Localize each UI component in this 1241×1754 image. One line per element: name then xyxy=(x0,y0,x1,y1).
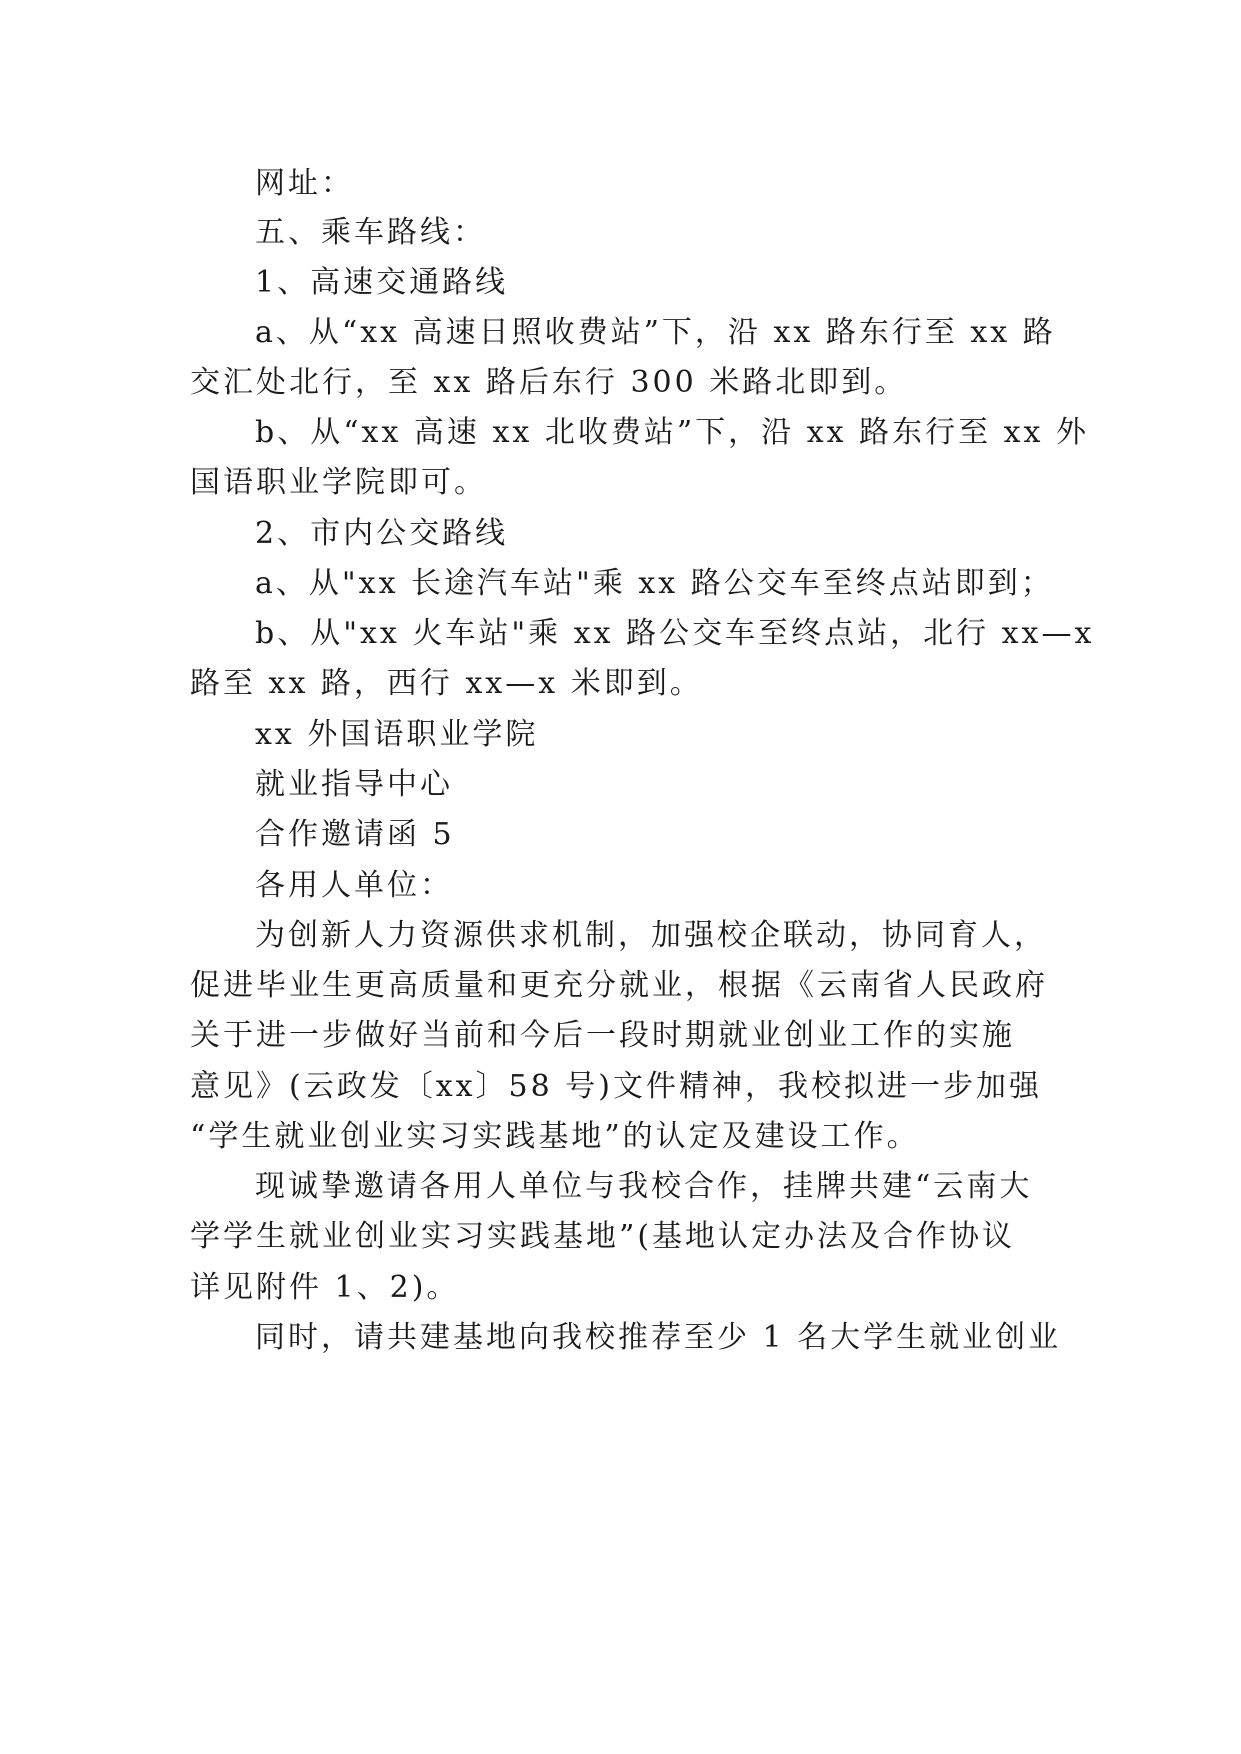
letter-salutation: 各用人单位： xyxy=(255,868,453,903)
website-label: 网址： xyxy=(255,166,354,201)
paragraph-line: b、从"xx 火车站"乘 xx 路公交车至终点站，北行 xx—x xyxy=(255,616,1095,651)
paragraph-line: 关于进一步做好当前和今后一段时期就业创业工作的实施 xyxy=(190,1018,1015,1053)
paragraph-line: a、从“xx 高速日照收费站”下，沿 xx 路东行至 xx 路 xyxy=(255,315,1056,350)
paragraph-line: 交汇处北行，至 xx 路后东行 300 米路北即到。 xyxy=(190,365,908,400)
paragraph-line: 学学生就业创业实习实践基地”(基地认定办法及合作协议 xyxy=(190,1219,1016,1254)
paragraph-line: 同时，请共建基地向我校推荐至少 1 名大学生就业创业 xyxy=(255,1320,1062,1355)
paragraph-line: b、从“xx 高速 xx 北收费站”下，沿 xx 路东行至 xx 外 xyxy=(255,415,1089,450)
paragraph-line: “学生就业创业实习实践基地”的认定及建设工作。 xyxy=(190,1119,920,1154)
subheading-city-bus-route: 2、市内公交路线 xyxy=(255,516,509,551)
paragraph-line: 为创新人力资源供求机制，加强校企联动，协同育人， xyxy=(255,918,1047,953)
paragraph-line: 促进毕业生更高质量和更充分就业，根据《云南省人民政府 xyxy=(190,968,1048,1003)
signature-institution: xx 外国语职业学院 xyxy=(255,717,539,752)
paragraph-line: 详见附件 1、2)。 xyxy=(190,1270,460,1305)
section-heading-routes: 五、乘车路线： xyxy=(255,215,486,250)
paragraph-line: 路至 xx 路，西行 xx—x 米即到。 xyxy=(190,666,703,701)
subheading-highway-route: 1、高速交通路线 xyxy=(255,265,509,300)
letter-title: 合作邀请函 5 xyxy=(255,817,455,852)
signature-department: 就业指导中心 xyxy=(255,767,453,802)
paragraph-line: 意见》(云政发〔xx〕58 号)文件精神，我校拟进一步加强 xyxy=(190,1069,1042,1104)
paragraph-line: 国语职业学院即可。 xyxy=(190,465,487,500)
paragraph-line: 现诚挚邀请各用人单位与我校合作，挂牌共建“云南大 xyxy=(255,1169,1033,1204)
paragraph-line: a、从"xx 长途汽车站"乘 xx 路公交车至终点站即到； xyxy=(255,566,1054,601)
